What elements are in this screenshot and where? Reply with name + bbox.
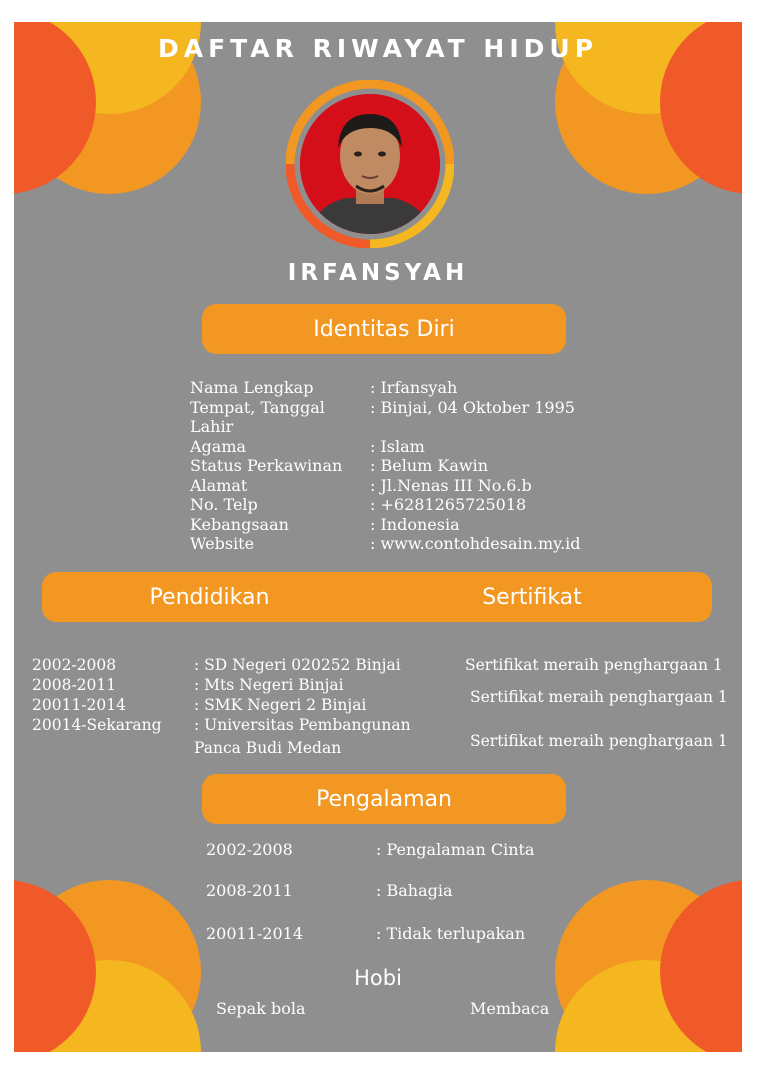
education-year: 20011-2014 <box>32 696 126 714</box>
identity-row <box>190 476 581 496</box>
identity-label: Website <box>190 534 255 553</box>
education-school: : Universitas Pembangunan <box>194 716 411 734</box>
identity-value: : Irfansyah <box>370 378 458 397</box>
education-year: 2008-2011 <box>32 676 117 694</box>
identity-label: Status Perkawinan <box>190 456 343 475</box>
experience-desc: : Pengalaman Cinta <box>376 840 535 859</box>
identity-value: : Islam <box>370 436 425 456</box>
identity-row <box>190 398 581 437</box>
identity-value: : +6281265725018 <box>370 495 527 514</box>
profile-photo-frame <box>286 80 454 248</box>
experience-row <box>206 924 525 943</box>
section-band-pendidikan-sertifikat <box>42 572 712 622</box>
education-school: : Mts Negeri Binjai <box>194 676 344 694</box>
identity-label: No. Telp <box>190 495 258 514</box>
education-school-continuation: Panca Budi Medan <box>194 739 342 757</box>
experience-year: 2002-2008 <box>206 840 293 859</box>
section-heading-pendidikan: Pendidikan <box>149 584 270 610</box>
certificate-item: Sertifikat meraih penghargaan 1 <box>470 688 728 706</box>
hobby-item: Sepak bola <box>216 999 306 1018</box>
identity-value: : Jl.Nenas III No.6.b <box>370 475 532 495</box>
identity-row <box>190 534 581 554</box>
identity-list <box>190 378 581 554</box>
education-row <box>32 715 411 735</box>
certificate-item: Sertifikat meraih penghargaan 1 <box>465 656 723 674</box>
identity-value: : www.contohdesain.my.id <box>370 534 581 553</box>
identity-row <box>190 456 581 476</box>
identity-row <box>190 495 581 515</box>
education-row <box>32 655 411 675</box>
identity-value: : Binjai, 04 Oktober 1995 <box>370 397 575 417</box>
identity-label: Agama <box>190 436 247 456</box>
section-heading-hobi: Hobi <box>354 966 402 990</box>
profile-photo <box>300 94 440 234</box>
identity-label: Alamat <box>190 475 248 495</box>
section-heading-pengalaman: Pengalaman <box>316 786 452 812</box>
education-list <box>32 655 411 735</box>
experience-desc: : Bahagia <box>376 881 453 900</box>
education-year: 20014-Sekarang <box>32 716 162 734</box>
cv-page <box>14 22 742 1052</box>
page-title: DAFTAR RIWAYAT HIDUP <box>157 34 599 63</box>
identity-value: : Belum Kawin <box>370 456 488 475</box>
certificate-item: Sertifikat meraih penghargaan 1 <box>470 732 728 750</box>
person-portrait-icon <box>300 94 440 234</box>
identity-row <box>190 515 581 535</box>
identity-row <box>190 378 581 398</box>
section-band-identitas <box>202 304 566 354</box>
identity-label: Tempat, Tanggal Lahir <box>190 397 325 436</box>
education-row <box>32 695 411 715</box>
identity-label: Nama Lengkap <box>190 378 314 397</box>
education-row <box>32 675 411 695</box>
experience-row <box>206 881 453 900</box>
hobby-item: Membaca <box>470 999 550 1018</box>
experience-desc: : Tidak terlupakan <box>376 924 526 943</box>
section-heading-identitas: Identitas Diri <box>313 316 455 342</box>
section-band-pengalaman <box>202 774 566 824</box>
education-year: 2002-2008 <box>32 656 117 674</box>
identity-row <box>190 437 581 457</box>
section-heading-sertifikat: Sertifikat <box>482 584 582 610</box>
identity-value: : Indonesia <box>370 514 460 534</box>
education-school: : SMK Negeri 2 Binjai <box>194 696 367 714</box>
experience-year: 20011-2014 <box>206 924 304 943</box>
experience-row <box>206 840 534 859</box>
education-school: : SD Negeri 020252 Binjai <box>194 656 401 674</box>
person-name: IRFANSYAH <box>287 260 469 286</box>
identity-label: Kebangsaan <box>190 514 289 534</box>
experience-year: 2008-2011 <box>206 881 293 900</box>
